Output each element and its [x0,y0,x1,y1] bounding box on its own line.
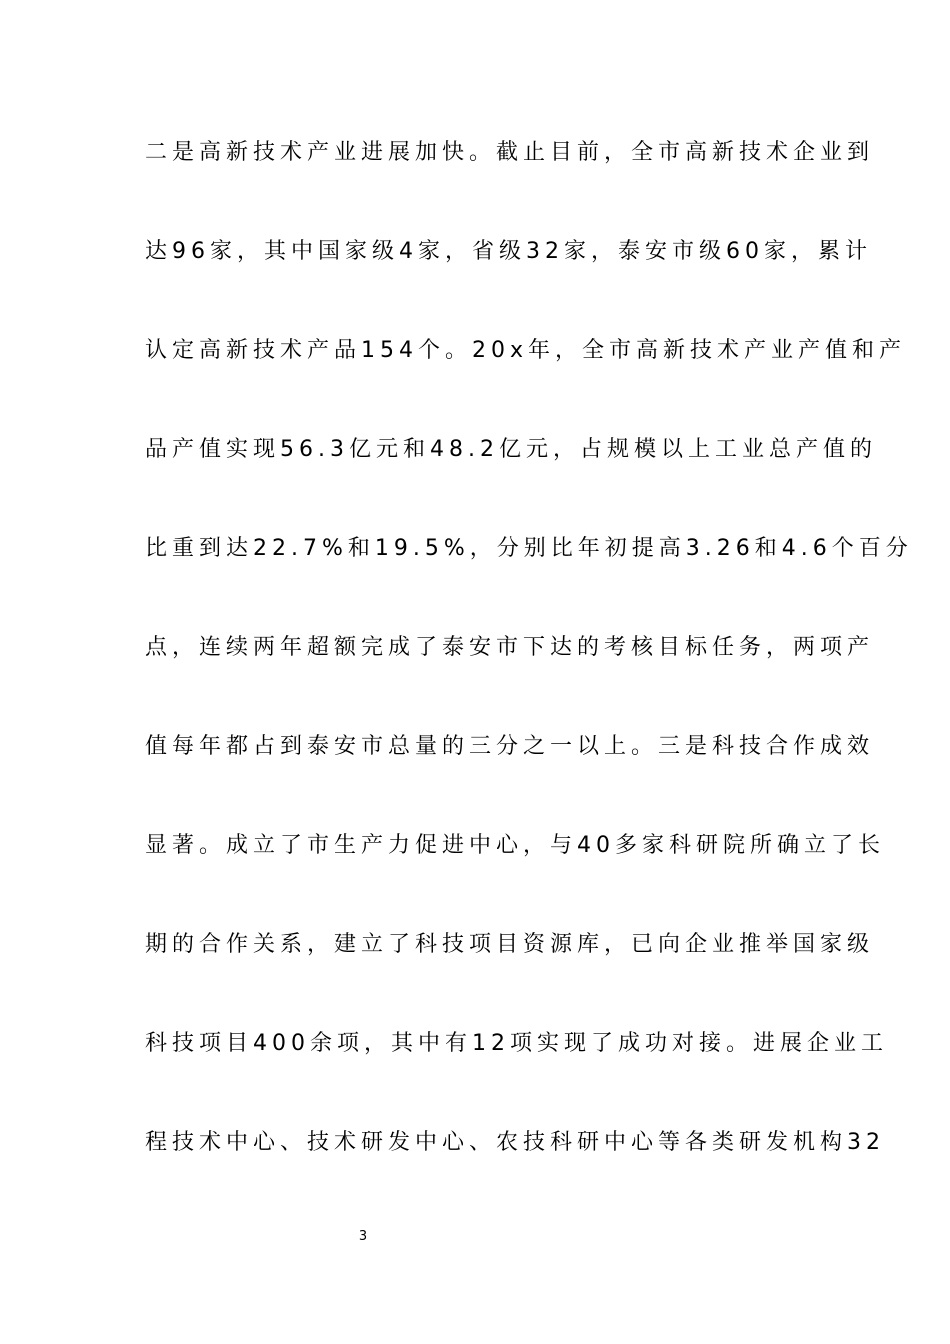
text-line: 认定高新技术产品154个。20x年，全市高新技术产业产值和产 [145,338,907,363]
page-number: 3 [358,1229,368,1244]
text-line: 二是高新技术产业进展加快。截止目前，全市高新技术企业到 [145,140,875,165]
body-text [145,128,913,1217]
text-line: 显著。成立了市生产力促进中心，与40多家科研院所确立了长 [145,833,885,858]
text-line: 期的合作关系，建立了科技项目资源库，已向企业推举国家级 [145,932,875,957]
text-line: 程技术中心、技术研发中心、农技科研中心等各类研发机构32 [145,1130,885,1155]
text-line: 达96家，其中国家级4家，省级32家，泰安市级60家，累计 [145,239,872,264]
text-line: 点，连续两年超额完成了泰安市下达的考核目标任务，两项产 [145,635,875,660]
text-line: 比重到达22.7%和19.5%，分别比年初提高3.26和4.6个百分 [145,536,913,561]
text-line: 科技项目400余项，其中有12项实现了成功对接。进展企业工 [145,1031,888,1056]
text-line: 品产值实现56.3亿元和48.2亿元，占规模以上工业总产值的 [145,437,877,462]
text-line: 值每年都占到泰安市总量的三分之一以上。三是科技合作成效 [145,734,875,759]
